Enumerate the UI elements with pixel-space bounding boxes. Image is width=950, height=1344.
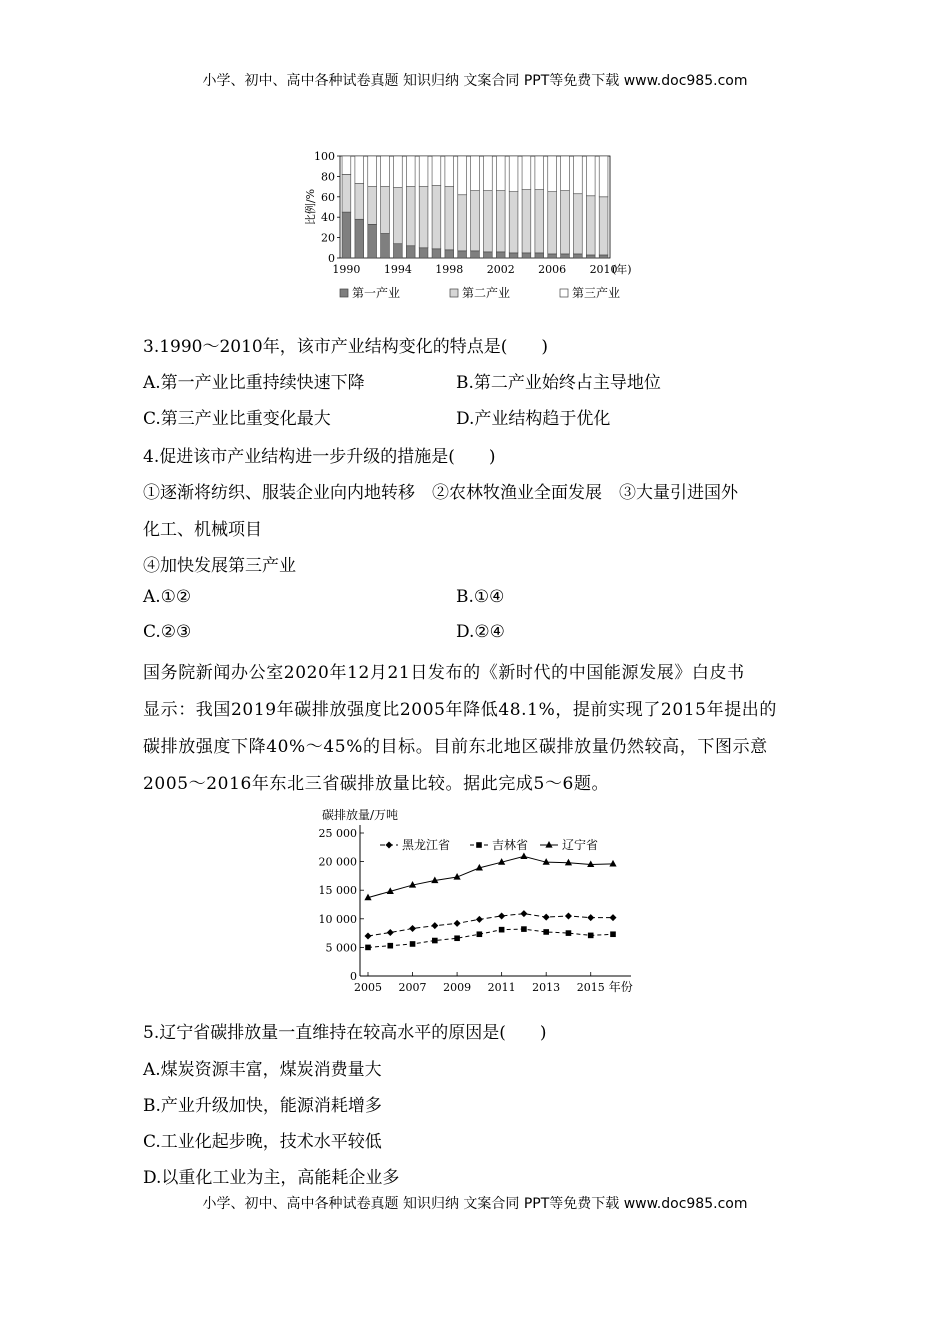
chart2-point [476,916,483,923]
chart1-bar-segment [561,191,570,254]
chart2-legend-marker [476,842,482,848]
chart1-bar-segment [496,191,505,252]
chart2-legend-label: 黑龙江省 [402,838,451,852]
chart1-bar-segment [548,156,557,192]
chart2-point [499,927,505,933]
chart2-point [610,931,616,937]
chart2-series-line [368,929,613,947]
chart2-xtick-label: 2015 [576,981,605,994]
chart1-legend [340,285,620,300]
chart2-point [543,914,550,921]
q4-option-d: D.②④ [456,622,505,642]
chart1-bar-segment [432,156,441,186]
chart2-point [520,910,527,917]
chart1-bar-segment [483,252,492,258]
passage-line3: 碳排放强度下降40%～45%的目标。目前东北地区碳排放量仍然较高，下图示意 [143,737,768,757]
chart2-point [454,920,461,927]
chart1-ytick-label: 60 [321,190,335,204]
chart1-bar-segment [548,192,557,254]
chart1-bar-segment [445,187,454,250]
chart2-legend-marker [545,841,552,848]
chart1-bar-segment [355,156,364,184]
industry-structure-chart [298,148,658,308]
chart1-legend-label: 第三产业 [572,286,621,300]
page-footer: 小学、初中、高中各种试卷真题 知识归纳 文案合同 PPT等免费下载 www.doc985.com [202,1196,748,1212]
chart2-ytick-label: 15 000 [318,884,357,898]
chart2-point [588,933,594,939]
q3-option-c: C.第三产业比重变化最大 [143,409,331,429]
chart1-xunit: (年) [612,263,632,276]
passage-line4: 2005～2016年东北三省碳排放量比较。据此完成5～6题。 [143,774,610,794]
q4-stem: 4.促进该市产业结构进一步升级的措施是( ) [143,447,496,467]
chart2-xtick-label: 2007 [398,981,427,994]
chart1-bar-segment [406,187,415,246]
chart1-legend-swatch [340,289,348,297]
chart1-bar-segment [573,194,582,254]
q5-option-c: C.工业化起步晚，技术水平较低 [143,1132,382,1152]
q4-option-a: A.①② [143,587,192,607]
chart2-xtick-label: 2013 [532,981,561,994]
chart1-bar-segment [535,156,544,190]
q5-option-a: A.煤炭资源丰富，煤炭消费量大 [143,1060,382,1080]
chart1-xtick-label: 2006 [538,263,567,276]
q3-option-b: B.第二产业始终占主导地位 [456,373,661,393]
chart1-bar-segment [599,156,608,197]
chart2-point [387,943,393,949]
chart1-bar-segment [535,190,544,253]
chart1-xtick-label: 1998 [435,263,464,276]
chart2-xunit: 年份 [608,980,633,994]
chart2-xtick-label: 2009 [443,981,472,994]
chart1-ytick-label: 20 [321,231,335,245]
chart1-bar-segment [406,246,415,258]
chart2-point [409,925,416,932]
chart1-bar-segment [419,187,428,248]
chart2-point [521,926,527,932]
q4-option-b: B.①④ [456,587,505,607]
chart2-xtick-label: 2005 [354,981,382,994]
chart2-point [432,938,438,944]
chart2-legend [380,837,598,852]
chart1-bar-segment [561,254,570,258]
passage-line1: 国务院新闻办公室2020年12月21日发布的《新时代的中国能源发展》白皮书 [143,663,745,683]
q4-option-c: C.②③ [143,622,192,642]
chart2-legend-marker [386,842,393,849]
chart2-ytick-label: 5 000 [325,941,357,955]
chart2-point [543,929,549,935]
chart2-point [610,914,617,921]
chart2-point [566,930,572,936]
chart1-bar-segment [573,156,582,194]
chart1-bar-segment [355,184,364,220]
chart2-point [587,860,594,867]
chart1-bar-segment [393,156,402,188]
chart1-bar-segment [471,156,480,191]
chart2-point [365,932,372,939]
chart1-bar-segment [573,254,582,258]
chart1-bar-segment [368,187,377,225]
chart1-bar-segment [535,253,544,258]
chart1-bar-segment [509,192,518,253]
chart2-point [609,860,616,867]
chart2-ytick-label: 0 [350,970,357,983]
chart2-point [565,912,572,919]
chart1-ytick-label: 0 [328,252,335,265]
q4-statement-line2: 化工、机械项目 [143,520,262,540]
chart1-bar-segment [509,156,518,192]
chart1-bar-segment [471,251,480,258]
q4-statement-line3: ④加快发展第三产业 [143,556,296,576]
chart1-bar-segment [483,191,492,252]
chart1-ytick-label: 40 [321,211,335,225]
chart1-bar-segment [381,234,390,258]
chart1-bar-segment [471,191,480,251]
chart1-bar-segment [342,212,351,258]
q3-stem: 3.1990～2010年，该市产业结构变化的特点是( ) [143,337,549,357]
chart2-legend-label: 吉林省 [492,838,529,852]
chart1-bar-segment [548,254,557,258]
chart1-bar-segment [522,156,531,190]
chart1-bar-segment [586,156,595,196]
chart2-ytick-label: 20 000 [318,855,357,869]
page-header: 小学、初中、高中各种试卷真题 知识归纳 文案合同 PPT等免费下载 www.doc985.com [202,73,748,89]
chart1-bar-segment [509,253,518,258]
chart1-bar-segment [381,156,390,187]
chart1-xtick-label: 1990 [332,263,361,276]
q5-option-b: B.产业升级加快，能源消耗增多 [143,1096,382,1116]
chart2-legend-label: 辽宁省 [562,838,599,852]
chart1-bar-segment [586,196,595,255]
chart1-bar-segment [381,187,390,234]
chart1-ytick-label: 80 [321,170,335,184]
q3-option-a: A.第一产业比重持续快速下降 [143,373,365,393]
chart2-point [410,941,416,947]
chart1-bar-segment [432,186,441,249]
chart1-legend-swatch [450,289,458,297]
chart2-ytick-label: 25 000 [318,827,357,840]
chart1-bar-segment [342,156,351,174]
chart1-bar-segment [432,249,441,258]
chart2-xtick-label: 2011 [487,981,516,994]
q4-statement-line1: ①逐渐将纺织、服装企业向内地转移 ②农林牧渔业全面发展 ③大量引进国外 [143,483,738,503]
chart2-point [431,922,438,929]
chart2-series-line [368,914,613,936]
chart1-bar-segment [406,156,415,187]
chart2-ytick-label: 10 000 [318,912,357,926]
chart1-bar-segment [496,252,505,258]
chart1-bar-segment [445,250,454,258]
chart1-bar-segment [522,190,531,253]
chart1-bar-segment [496,156,505,191]
chart1-bar-segment [342,174,351,212]
q5-stem: 5.辽宁省碳排放量一直维持在较高水平的原因是( ) [143,1023,547,1043]
chart1-xtick-label: 2010 [589,263,618,276]
chart2-ylabel: 碳排放量/万吨 [322,808,399,822]
passage-line2: 显示：我国2019年碳排放强度比2005年降低48.1%，提前实现了2015年提出的 [143,700,777,720]
chart1-bar-segment [419,248,428,258]
chart2-lines [364,852,616,950]
chart1-bar-segment [586,255,595,258]
chart1-xtick-label: 2002 [486,263,515,276]
chart1-bar-segment [419,156,428,187]
chart2-point [365,945,371,951]
chart2-point [520,852,527,859]
chart1-bar-segment [522,253,531,258]
chart1-bar-segment [445,156,454,187]
chart1-bar-segment [458,195,467,251]
chart1-legend-label: 第一产业 [352,286,401,300]
chart1-bar-segment [393,188,402,244]
chart1-legend-label: 第二产业 [462,286,511,300]
carbon-emission-chart [318,805,668,1000]
q5-option-d: D.以重化工业为主，高能耗企业多 [143,1168,400,1188]
chart2-point [498,912,505,919]
chart1-bar-segment [599,197,608,255]
chart2-point [587,914,594,921]
chart1-bars [342,156,608,258]
chart2-labels [319,807,633,994]
chart1-bar-segment [599,255,608,258]
chart1-bar-segment [458,251,467,258]
chart2-point [387,929,394,936]
chart2-point [477,931,483,937]
chart2-point [565,859,572,866]
chart1-bar-segment [561,156,570,191]
chart2-series-line [368,856,613,897]
chart1-bar-segment [355,219,364,258]
chart1-bar-segment [368,224,377,258]
q3-option-d: D.产业结构趋于优化 [456,409,611,429]
chart1-xtick-label: 1994 [383,263,412,276]
chart1-bar-segment [458,156,467,195]
chart1-bar-segment [368,156,377,187]
chart1-bar-segment [483,156,492,191]
chart2-point [454,935,460,941]
chart1-ylabel: 比例/% [304,188,317,226]
chart1-ytick-label: 100 [314,150,335,163]
chart1-bar-segment [393,244,402,258]
chart1-legend-swatch [560,289,568,297]
